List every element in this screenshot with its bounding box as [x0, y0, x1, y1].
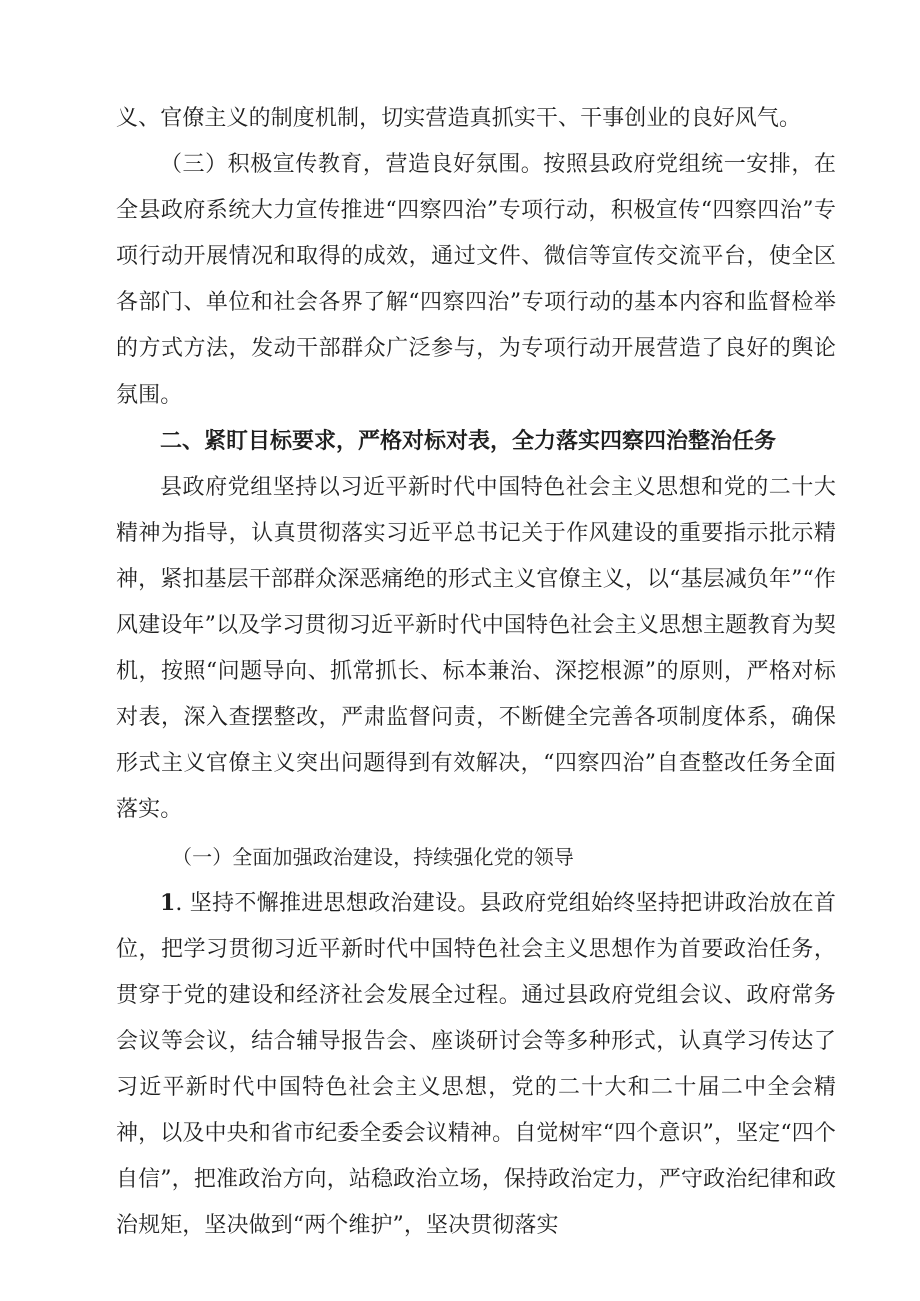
item-text: . 坚持不懈推进思想政治建设。县政府党组始终坚持把讲政治放在首位，把学习贯彻习近平新时代中国特色社会主义思想作为首要政治任务，贯穿于党的建设和经济社会发展全过程。通过县政府党组会议、政府常务会议等会议，结合辅导报告会、座谈研讨会等多种形式，认真学习传达了习近平新时代中国特色社会主义思想，党的二十大和二十届二中全会精神，以及中央和省市纪委全委会议精神。自觉树牢“四个意识”，坚定“四个自信”，把准政治方向，站稳政治立场，保持政治定力，严守政治纪律和政治规矩，坚决做到“两个维护”，坚决贯彻落实	[116, 890, 836, 1239]
section-heading: 二、紧盯目标要求，严格对标对表，全力落实四察四治整治任务	[160, 428, 777, 454]
sub-heading: （一）全面加强政治建设，持续强化党的领导	[172, 844, 574, 869]
item-number: 1	[160, 889, 176, 916]
document-body	[116, 96, 836, 1249]
paragraph-publicity: （三）积极宣传教育，营造良好氛围。按照县政府党组统一安排，在全县政府系统大力宣传推进“四察四治”专项行动，积极宣传“四察四治”专项行动开展情况和取得的成效，通过文件、微信等宣传交流平台，使全区各部门、单位和社会各界了解“四察四治”专项行动的基本内容和监督检举的方式方法，发动干部群众广泛参与，为专项行动开展营造了良好的舆论氛围。	[116, 152, 836, 408]
paragraph-guidance: 县政府党组坚持以习近平新时代中国特色社会主义思想和党的二十大精神为指导，认真贯彻落实习近平总书记关于作风建设的重要指示批示精神，紧扣基层干部群众深恶痛绝的形式主义官僚主义，以“基层减负年”“作风建设年”以及学习贯彻习近平新时代中国特色社会主义思想主题教育为契机，按照“问题导向、抓常抓长、标本兼治、深挖根源”的原则，严格对标对表，深入查摆整改，严肃监督问责，不断健全完善各项制度体系，确保形式主义官僚主义突出问题得到有效解决，“四察四治”自查整改任务全面落实。	[116, 474, 836, 823]
paragraph-item-1	[116, 880, 836, 1250]
paragraph-continuation: 义、官僚主义的制度机制，切实营造真抓实干、干事创业的良好风气。	[116, 106, 802, 131]
